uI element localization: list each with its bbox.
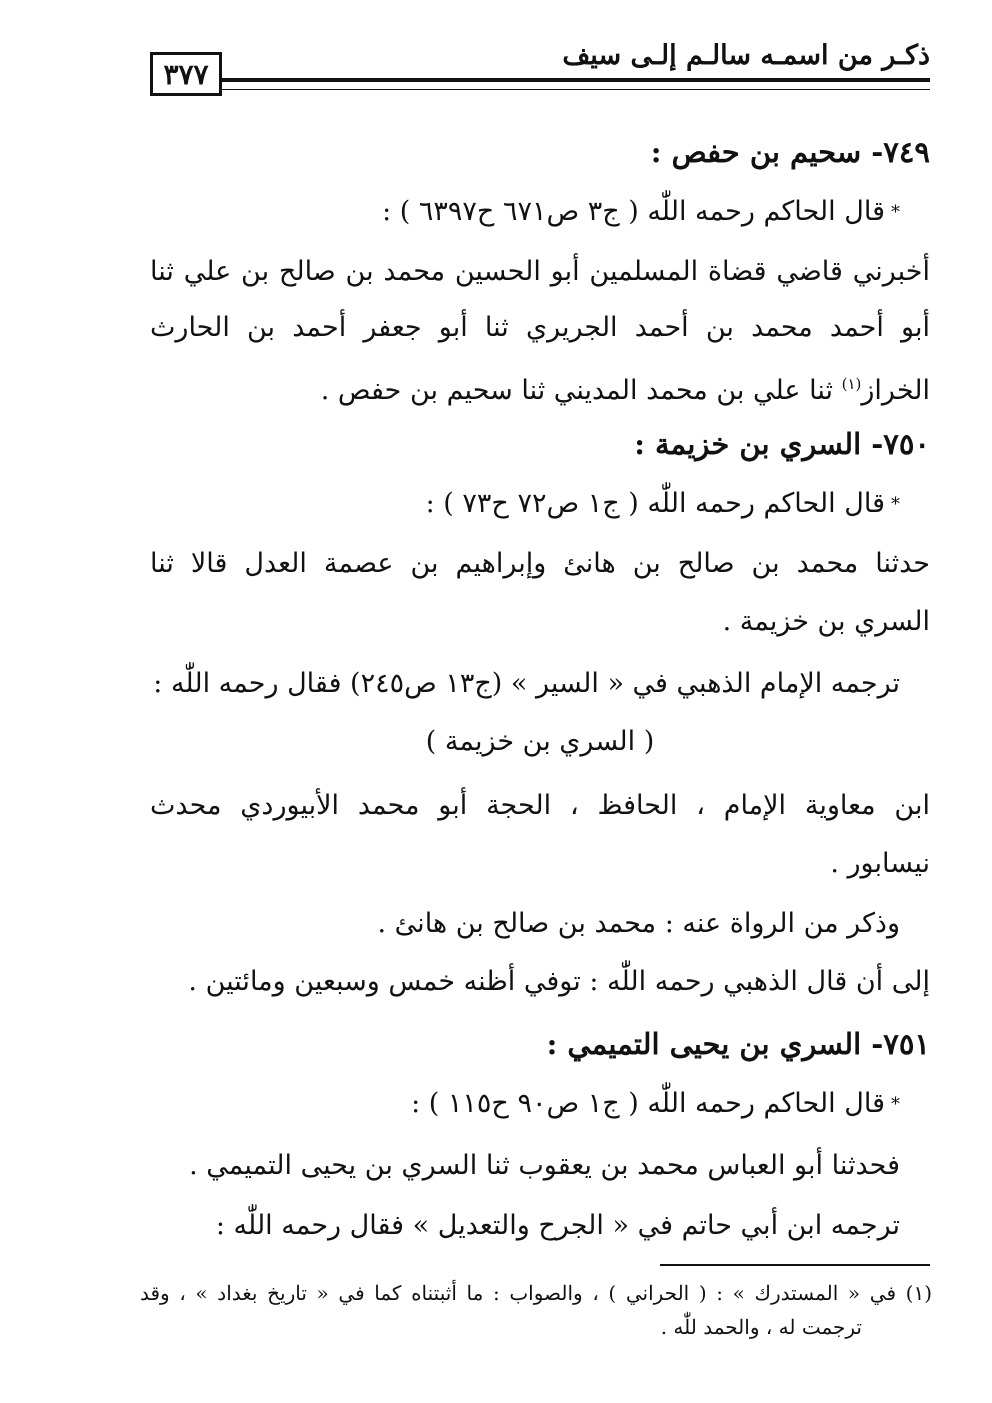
- entry-750-bio-title: ( السري بن خزيمة ): [425, 726, 655, 757]
- entry-751-citation: *قال الحاكم رحمه اللّٰه ( ج١ ص٩٠ ح١١٥ ) :: [411, 1088, 900, 1119]
- entry-750-heading: ٧٥٠- السري بن خزيمة :: [634, 427, 930, 461]
- footnote-ref: (١): [841, 375, 862, 393]
- entry-749-line-2: أبو أحمد محمد بن أحمد الجريري ثنا أبو جعفر أحمد بن الحارث: [150, 312, 930, 343]
- entry-750-death: إلى أن قال الذهبي رحمه اللّٰه : توفي أظنه خمس وسبعين ومائتين .: [188, 966, 930, 997]
- star-icon: *: [891, 1093, 900, 1115]
- entry-749-line-1: أخبرني قاضي قضاة المسلمين أبو الحسين محمد بن صالح بن علي ثنا: [150, 256, 930, 287]
- footnote-1-line-1: (١) في « المستدرك » : ( الحراني ) ، والصواب : ما أثبتناه كما في « تاريخ بغداد » ، وقد: [140, 1281, 932, 1305]
- page-number: ٣٧٧: [150, 52, 222, 96]
- entry-750-line-1: حدثنا محمد بن صالح بن هانئ وإبراهيم بن عصمة العدل قالا ثنا: [150, 548, 930, 579]
- star-icon: *: [891, 493, 900, 515]
- entry-750-bio-line-2: نيسابور .: [830, 848, 930, 879]
- entry-750-line-2: السري بن خزيمة .: [722, 606, 930, 637]
- page-header: [150, 34, 930, 104]
- entry-750-narrators: وذكر من الرواة عنه : محمد بن صالح بن هانئ .: [377, 908, 900, 939]
- entry-750-bio-line-1: ابن معاوية الإمام ، الحافظ ، الحجة أبو محمد الأبيوردي محدث: [150, 790, 930, 821]
- entry-751-heading: ٧٥١- السري بن يحيى التميمي :: [546, 1027, 930, 1061]
- entry-749-line-3: الخراز$^{(١)}$ ثنا علي بن محمد المديني ثنا سحيم بن حفص .: [320, 375, 930, 406]
- entry-751-bio-intro: ترجمه ابن أبي حاتم في « الجرح والتعديل » فقال رحمه اللّٰه :: [215, 1210, 900, 1241]
- entry-750-bio-intro: ترجمه الإمام الذهبي في « السير » (ج١٣ ص٢٤٥) فقال رحمه اللّٰه :: [153, 668, 900, 699]
- running-title: ذكـر من اسمـه سالـم إلـى سيف: [562, 40, 930, 71]
- entry-749-heading: ٧٤٩- سحيم بن حفص :: [650, 135, 930, 169]
- entry-749-citation: *قال الحاكم رحمه اللّٰه ( ج٣ ص٦٧١ ح٦٣٩٧ ) :: [382, 196, 900, 227]
- footnote-1-line-2: ترجمت له ، والحمد للّٰه .: [660, 1315, 862, 1339]
- entry-751-line-1: فحدثنا أبو العباس محمد بن يعقوب ثنا السري بن يحيى التميمي .: [189, 1150, 900, 1181]
- star-icon: *: [891, 201, 900, 223]
- header-rule: [222, 78, 930, 90]
- entry-750-citation: *قال الحاكم رحمه اللّٰه ( ج١ ص٧٢ ح٧٣ ) :: [425, 488, 900, 519]
- footnote-rule: [660, 1264, 930, 1266]
- footnotes: [140, 1276, 932, 1344]
